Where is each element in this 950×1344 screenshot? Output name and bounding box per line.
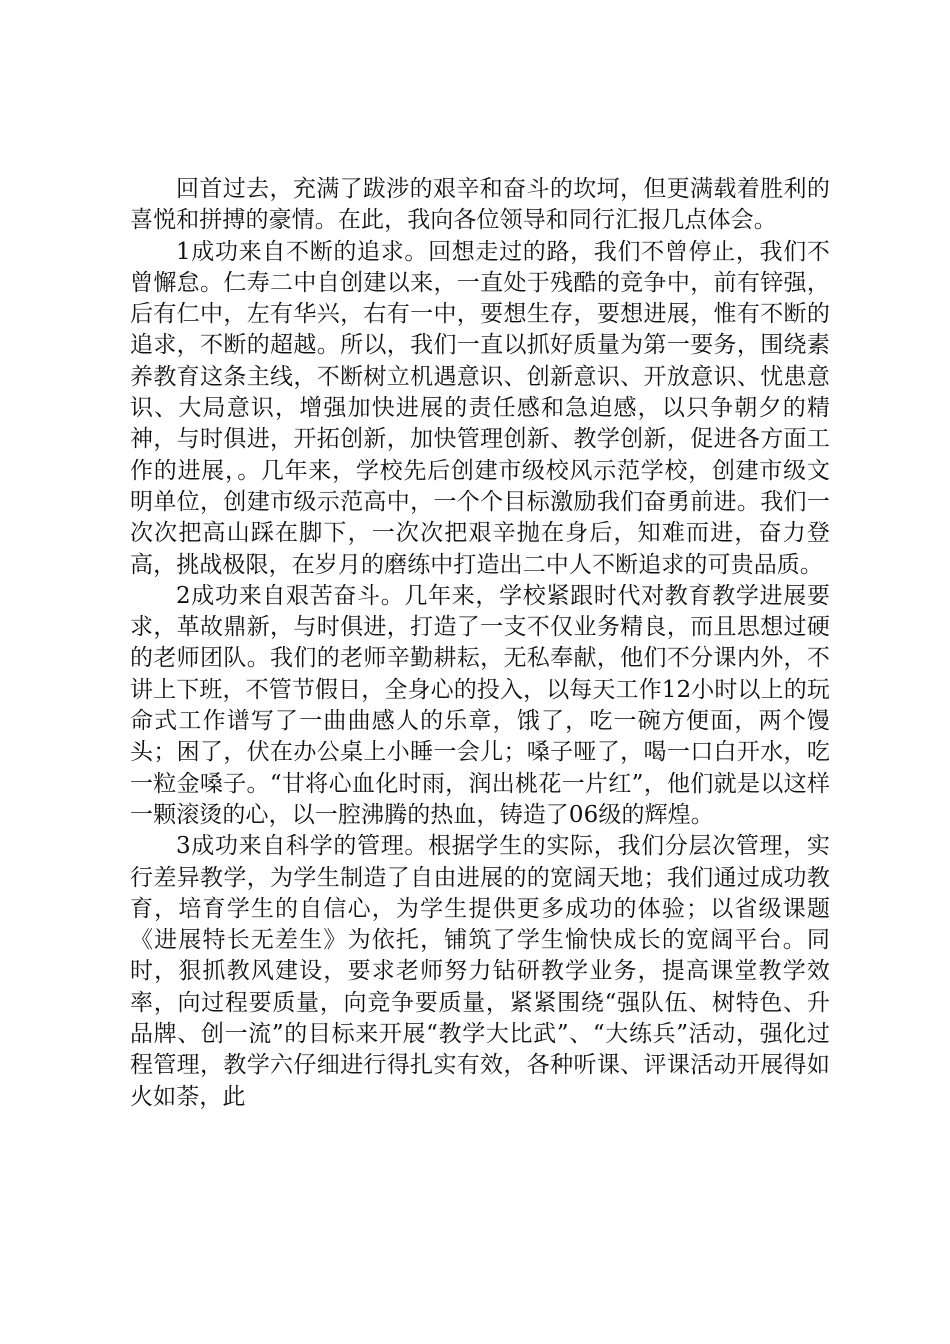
document-body [130, 174, 830, 1113]
paragraph-intro: 回首过去，充满了跋涉的艰辛和奋斗的坎坷，但更满载着胜利的喜悦和拼搏的豪情。在此，我向各位领导和同行汇报几点体会。 [130, 176, 830, 234]
paragraph-pursuit: 1成功来自不断的追求。回想走过的路，我们不曾停止，我们不曾懈怠。仁寿二中自创建以来，一直处于残酷的竞争中，前有锌强，后有仁中，左有华兴，右有一中，要想生存，要想进展，惟有不断的追求，不断的超越。所以，我们一直以抓好质量为第一要务，围绕素养教育这条主线，不断树立机遇意识、创新意识、开放意识、忧患意识、大局意识，增强加快进展的责任感和急迫感，以只争朝夕的精神，与时俱进，开拓创新，加快管理创新、教学创新，促进各方面工作的进展，。几年来，学校先后创建市级校风示范学校，创建市级文明单位，创建市级示范高中，一个个目标激励我们奋勇前进。我们一次次把高山踩在脚下，一次次把艰辛抛在身后，知难而进，奋力登高，挑战极限，在岁月的磨练中打造出二中人不断追求的可贵品质。 [130, 238, 830, 578]
paragraph-management: 3成功来自科学的管理。根据学生的实际，我们分层次管理，实行差异教学，为学生制造了自由进展的的宽阔天地；我们通过成功教育，培育学生的自信心，为学生提供更多成功的体验；以省级课题《进展特长无差生》为依托，铺筑了学生愉快成长的宽阔平台。同时，狠抓教风建设，要求老师努力钻研教学业务，提高课堂教学效率，向过程要质量，向竞争要质量，紧紧围绕“强队伍、树特色、升品牌、创一流”的目标来开展“教学大比武”、“大练兵”活动，强化过程管理，教学六仔细进行得扎实有效，各种听课、评课活动开展得如火如荼，此 [130, 833, 830, 1110]
paragraph-hard-work: 2成功来自艰苦奋斗。几年来，学校紧跟时代对教育教学进展要求，革故鼎新，与时俱进，打造了一支不仅业务精良，而且思想过硬的老师团队。我们的老师辛勤耕耘，无私奉献，他们不分课内外，不讲上下班，不管节假日，全身心的投入，以每天工作12小时以上的玩命式工作谱写了一曲曲感人的乐章，饿了，吃一碗方便面，两个馒头；困了，伏在办公桌上小睡一会儿；嗓子哑了，喝一口白开水，吃一粒金嗓子。“甘将心血化时雨，润出桃花一片红”，他们就是以这样一颗滚烫的心，以一腔沸腾的热血，铸造了06级的辉煌。 [130, 582, 830, 828]
